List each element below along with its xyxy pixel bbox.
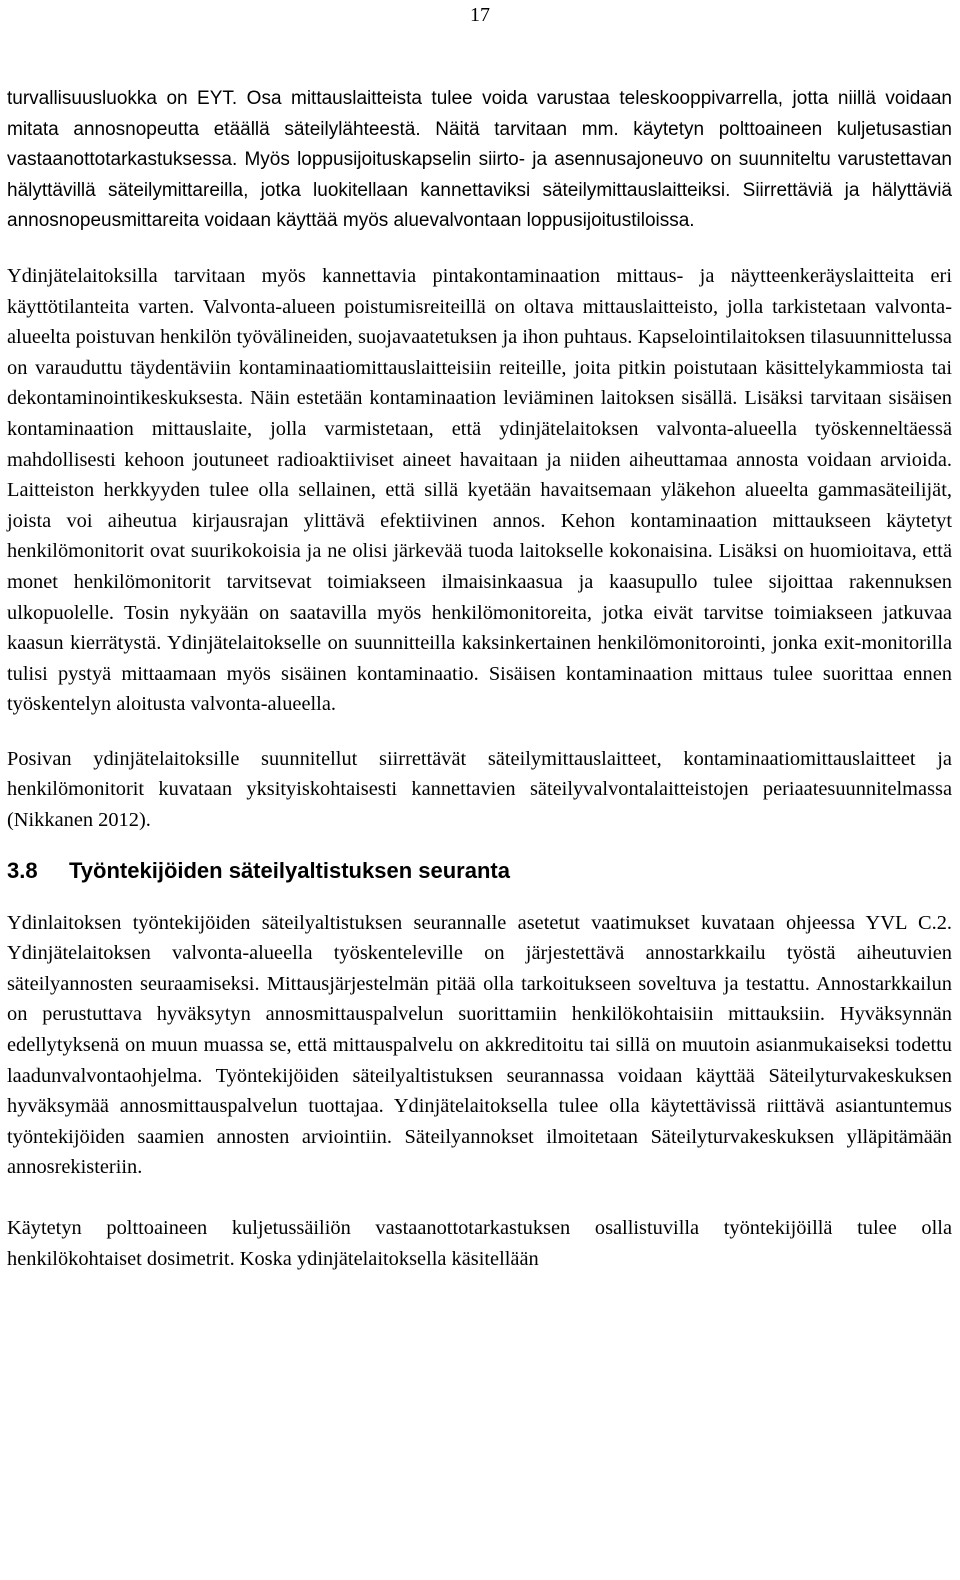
paragraph: turvallisuusluokka on EYT. Osa mittauslaitteista tulee voida varustaa teleskooppivarrella, jotta niillä voidaan mitata annosnopeutta etäällä säteilylähteestä. Näitä tarvitaan mm. käytetyn polttoaineen kuljetusastian vastaanottotarkastuksessa. Myös loppusijoituskapselin siirto- ja asennusajoneuvo on suunniteltu varustettavan hälyttävillä säteilymittareilla, jotka luokitellaan kannettaviksi säteilymittauslaitteiksi. Siirrettäviä ja hälyttäviä annosnopeusmittareita voidaan käyttää myös aluevalvontaan loppusijoitustiloissa. <box>7 88 952 232</box>
document-body <box>7 84 952 1274</box>
paragraph: Posivan ydinjätelaitoksille suunnitellut siirrettävät säteilymittauslaitteet, kontaminaatiomittauslaitteet ja henkilömonitorit kuvataan yksityiskohtaisesti kannettavien säteilyvalvontalaitteistojen periaatesuunnitelmassa (Nikkanen 2012). <box>7 747 952 832</box>
section-number: 3.8 <box>7 857 38 883</box>
section-title: Työntekijöiden säteilyaltistuksen seuranta <box>69 857 510 883</box>
paragraph: Ydinjätelaitoksilla tarvitaan myös kannettavia pintakontaminaation mittaus- ja näytteenkeräyslaitteita eri käyttötilanteita varten. Valvonta-alueen poistumisreiteillä on oltava mittauslaitteisto, jolla tarkistetaan valvonta-alueelta poistuvan henkilön työvälineiden, suojavaatetuksen ja ihon puhtaus. Kapselointilaitoksen tilasuunnittelussa on varauduttu täydentäviin kontaminaatiomittauslaitteisiin reiteille, joita pitkin poistutaan käsittelykammiosta tai dekontaminointikeskuksesta. Näin estetään kontaminaation leviäminen laitoksen sisällä. Lisäksi tarvitaan sisäisen kontaminaation mittauslaite, jolla varmistetaan, että ydinjätelaitoksen valvonta-alueella työskenneltäessä mahdollisesti kehoon joutuneet radioaktiiviset aineet havaitaan ja niiden aiheuttamaa annosta voidaan arvioida. Laitteiston herkkyyden tulee olla sellainen, että sillä kyetään havaitsemaan yläkehon alueelta gammasäteilijät, joista voi aiheutua kirjausrajan ylittävä efektiivinen annos. Kehon kontaminaation mittaukseen käytetyt henkilömonitorit ovat suurikokoisia ja ne olisi järkevää tuoda laitokselle kokonaisina. Lisäksi on huomioitava, että monet henkilömonitorit tarvitsevat toimiakseen ilmaisinkaasua ja kaasupullo tulee sijoittaa rakennuksen ulkopuolelle. Tosin nykyään on saatavilla myös henkilömonitoreita, jotka eivät tarvitse toimiakseen jatkuvaa kaasun kierrätystä. Ydinjätelaitokselle on suunnitteilla kaksinkertainen henkilömonitorointi, jonka exit-monitorilla tulisi pystyä mittaamaan myös sisäinen kontaminaatio. Sisäisen kontaminaation mittaus tulee suorittaa ennen työskentelyn aloitusta valvonta-alueella. <box>7 264 952 716</box>
page-number: 17 <box>470 4 490 26</box>
paragraph: Käytetyn polttoaineen kuljetussäiliön vastaanottotarkastuksen osallistuvilla työntekijöillä tulee olla henkilökohtaiset dosimetrit. Koska ydinjätelaitoksella käsitellään <box>7 1217 952 1270</box>
section-heading <box>7 858 952 884</box>
paragraph: Ydinlaitoksen työntekijöiden säteilyaltistuksen seurannalle asetetut vaatimukset kuvataan ohjeessa YVL C.2. Ydinjätelaitoksen valvonta-alueella työskenteleville on järjestettävä annostarkkailu työstä aiheutuvien säteilyannosten seuraamiseksi. Mittausjärjestelmän pitää olla tarkoitukseen soveltuva ja testattu. Annostarkkailun on perustuttava hyväksytyn annosmittauspalvelun suorittamiin henkilökohtaisiin mittauksiin. Hyväksynnän edellytyksenä on muun muassa se, että mittauspalvelu on akkreditoitu tai sillä on muutoin asianmukaiseksi todettu laadunvalvontaohjelma. Työntekijöiden säteilyaltistuksen seurannassa voidaan käyttää Säteilyturvakeskuksen hyväksymää annosmittauspalvelun tuottajaa. Ydinjätelaitoksella tulee olla käytettävissä riittävä asiantuntemus työntekijöiden saamien annosten arviointiin. Säteilyannokset ilmoitetaan Säteilyturvakeskuksen ylläpitämään annosrekisteriin. <box>7 911 952 1179</box>
